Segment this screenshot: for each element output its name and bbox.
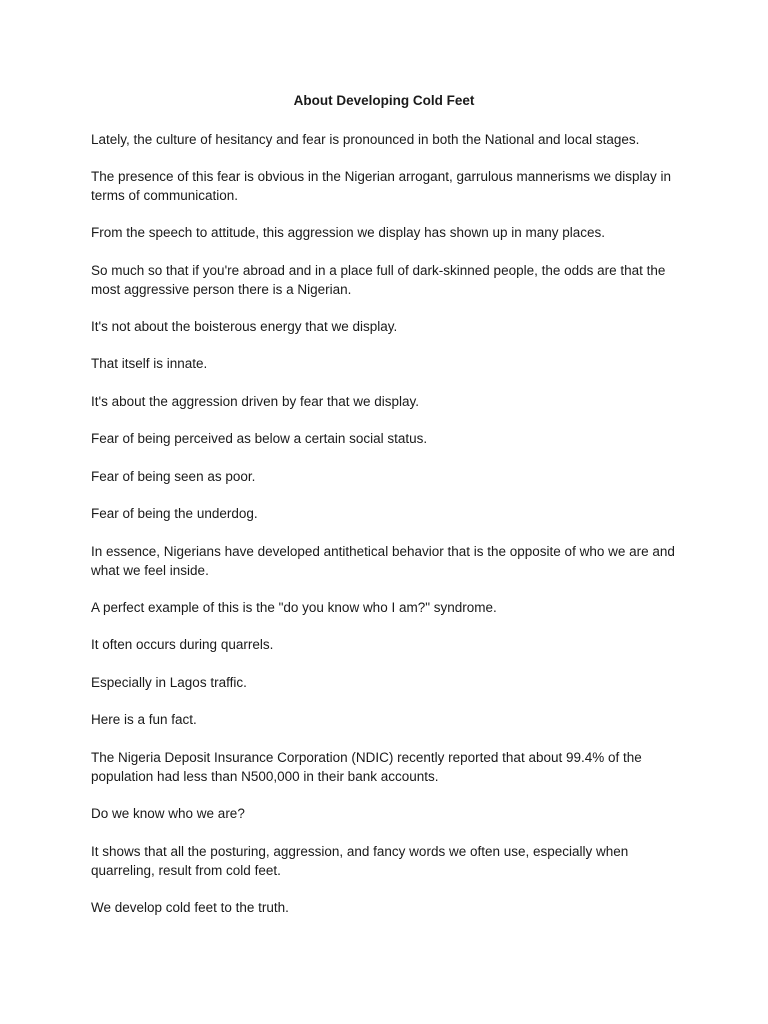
paragraph: Here is a fun fact. [91,712,197,727]
paragraph: The Nigeria Deposit Insurance Corporation (NDIC) recently reported that about 99.4% of the population had less than N500,000 in their bank accounts. [91,750,642,784]
paragraph: So much so that if you're abroad and in a place full of dark-skinned people, the odds are that the most aggressive person there is a Nigerian. [91,263,666,297]
paragraph: The presence of this fear is obvious in the Nigerian arrogant, garrulous mannerisms we display in terms of communication. [91,169,672,203]
paragraph: From the speech to attitude, this aggression we display has shown up in many places. [91,225,606,240]
paragraph: That itself is innate. [91,356,208,371]
paragraph: Fear of being the underdog. [91,506,258,521]
paragraph: A perfect example of this is the "do you know who I am?" syndrome. [91,600,497,615]
paragraph: Do we know who we are? [91,806,245,821]
document-title: About Developing Cold Feet [293,93,475,108]
paragraph: Lately, the culture of hesitancy and fear is pronounced in both the National and local stages. [91,132,640,147]
paragraph: Fear of being seen as poor. [91,469,256,484]
paragraph: In essence, Nigerians have developed antithetical behavior that is the opposite of who we are and what we feel inside. [91,544,675,578]
paragraph: It often occurs during quarrels. [91,637,274,652]
paragraph: It shows that all the posturing, aggression, and fancy words we often use, especially when quarreling, result from cold feet. [91,844,629,878]
paragraph: It's about the aggression driven by fear that we display. [91,394,420,409]
paragraph: Especially in Lagos traffic. [91,675,247,690]
paragraph: Fear of being perceived as below a certain social status. [91,431,428,446]
paragraph: It's not about the boisterous energy that we display. [91,319,398,334]
paragraph: We develop cold feet to the truth. [91,900,289,915]
